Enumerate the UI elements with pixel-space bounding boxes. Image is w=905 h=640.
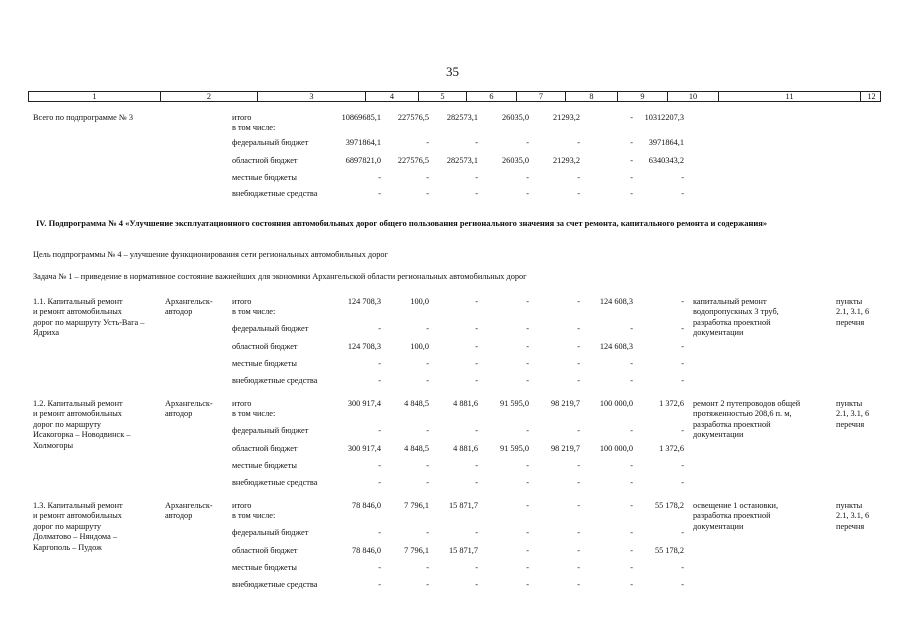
amount-cell: - (526, 138, 529, 147)
amount-cell: - (426, 528, 429, 537)
list-reference-line: пункты (836, 297, 863, 306)
executor-line: автодор (165, 307, 193, 317)
amount-cell: 10312207,3 (644, 113, 684, 122)
column-header-11: 11 (719, 92, 861, 101)
amount-cell: - (630, 173, 633, 182)
amount-cell: - (681, 580, 684, 589)
list-reference-line: пункты (836, 501, 863, 510)
expected-result-line: разработка проектной (693, 419, 771, 429)
budget-source-label-line: местные бюджеты (232, 359, 297, 368)
item-title-line: дорог по маршруту (33, 419, 102, 429)
budget-source-label-line: итого (232, 399, 252, 408)
amount-cell: - (526, 342, 529, 351)
amount-cell: 124 608,3 (599, 342, 633, 351)
amount-cell: - (630, 156, 633, 165)
expected-result-line: документации (693, 521, 744, 531)
budget-source-label-line: в том числе: (232, 123, 276, 133)
expected-result-line: разработка проектной (693, 511, 771, 521)
expected-result-line: капитальный ремонт (693, 297, 767, 306)
amount-cell: 15 871,7 (448, 546, 478, 555)
budget-source-label-line: федеральный бюджет (232, 324, 309, 333)
amount-cell: 124 708,3 (347, 297, 381, 306)
budget-source-label-line: областной бюджет (232, 342, 298, 351)
amount-cell: - (681, 297, 684, 306)
amount-cell: - (475, 563, 478, 572)
item-title-line: Каргополь – Пудож (33, 542, 102, 552)
item-title-line: Долматово – Няндома – (33, 532, 118, 542)
amount-cell: - (630, 359, 633, 368)
amount-cell: - (526, 297, 529, 306)
amount-cell: - (681, 376, 684, 385)
amount-cell: - (378, 580, 381, 589)
amount-cell: 124 708,3 (347, 342, 381, 351)
amount-cell: - (526, 359, 529, 368)
item-title-line: дорог по маршруту (33, 521, 102, 531)
list-reference-line: пункты (836, 399, 863, 408)
amount-cell: - (526, 528, 529, 537)
list-reference-line: перечня (836, 521, 865, 531)
item-title-line: дорог по маршруту Усть-Вага – (33, 317, 145, 327)
amount-cell: - (681, 342, 684, 351)
amount-cell: - (577, 138, 580, 147)
amount-cell: - (681, 528, 684, 537)
budget-source-label-line: итого (232, 501, 252, 510)
amount-cell: - (577, 324, 580, 333)
amount-cell: - (426, 324, 429, 333)
amount-cell: - (378, 324, 381, 333)
amount-cell: 3971864,1 (648, 138, 684, 147)
item-title-line: 1.3. Капитальный ремонт (33, 501, 123, 510)
amount-cell: 4 881,6 (453, 399, 478, 408)
budget-source-label-line: внебюджетные средства (232, 580, 318, 589)
amount-cell: 227576,5 (397, 113, 429, 122)
item-title-line: 1.1. Капитальный ремонт (33, 297, 123, 306)
budget-source-label-line: в том числе: (232, 409, 276, 419)
amount-cell: 6340343,2 (648, 156, 684, 165)
amount-cell: - (681, 426, 684, 435)
amount-cell: - (378, 376, 381, 385)
amount-cell: - (630, 138, 633, 147)
item-title-line: и ремонт автомобильных (33, 511, 122, 521)
column-header-4: 4 (366, 92, 419, 101)
amount-cell: 300 917,4 (347, 399, 381, 408)
amount-cell: - (475, 138, 478, 147)
expected-result-line: водопропускных 3 труб, (693, 307, 779, 317)
item-title-line: и ремонт автомобильных (33, 409, 122, 419)
amount-cell: 4 881,6 (453, 444, 478, 453)
amount-cell: - (577, 376, 580, 385)
amount-cell: 98 219,7 (550, 399, 580, 408)
expected-result-line: протяженностью 208,6 п. м, (693, 409, 792, 419)
expected-result-line: ремонт 2 путепроводов общей (693, 399, 801, 408)
amount-cell: - (630, 501, 633, 510)
budget-source-label-line: местные бюджеты (232, 173, 297, 182)
amount-cell: - (681, 324, 684, 333)
amount-cell: - (426, 580, 429, 589)
executor-line: Архангельск- (165, 297, 213, 306)
amount-cell: - (475, 528, 478, 537)
amount-cell: - (681, 173, 684, 182)
amount-cell: - (681, 478, 684, 487)
amount-cell: 124 608,3 (599, 297, 633, 306)
amount-cell: - (526, 189, 529, 198)
amount-cell: - (630, 189, 633, 198)
amount-cell: 10869685,1 (341, 113, 381, 122)
column-header-10: 10 (668, 92, 719, 101)
amount-cell: - (378, 461, 381, 470)
expected-result-line: документации (693, 328, 744, 338)
amount-cell: 55 178,2 (654, 501, 684, 510)
amount-cell: - (526, 501, 529, 510)
amount-cell: 227576,5 (397, 156, 429, 165)
expected-result-line: разработка проектной (693, 317, 771, 327)
amount-cell: - (426, 426, 429, 435)
list-reference-line: 2.1, 3.1, 6 (836, 307, 870, 317)
amount-cell: - (426, 359, 429, 368)
subtotal-label: Всего по подпрограмме № 3 (33, 113, 134, 122)
amount-cell: - (475, 324, 478, 333)
budget-source-label-line: федеральный бюджет (232, 426, 309, 435)
amount-cell: 1 372,6 (659, 444, 684, 453)
amount-cell: - (426, 478, 429, 487)
amount-cell: 91 595,0 (499, 399, 529, 408)
expected-result-line: освещение 1 остановки, (693, 501, 779, 510)
amount-cell: - (630, 528, 633, 537)
amount-cell: - (681, 359, 684, 368)
amount-cell: - (378, 478, 381, 487)
amount-cell: - (526, 324, 529, 333)
amount-cell: - (475, 173, 478, 182)
column-header-6: 6 (467, 92, 517, 101)
item-title-line: Ядриха (33, 328, 60, 338)
amount-cell: - (475, 426, 478, 435)
amount-cell: 4 848,5 (404, 444, 429, 453)
amount-cell: - (526, 478, 529, 487)
budget-source-label-line: внебюджетные средства (232, 376, 318, 385)
amount-cell: - (378, 563, 381, 572)
amount-cell: 282573,1 (446, 113, 478, 122)
amount-cell: - (378, 426, 381, 435)
executor-line: Архангельск- (165, 501, 213, 510)
amount-cell: - (681, 189, 684, 198)
list-reference-line: перечня (836, 419, 865, 429)
amount-cell: - (526, 376, 529, 385)
amount-cell: 1 372,6 (659, 399, 684, 408)
column-header-8: 8 (566, 92, 618, 101)
column-header-7: 7 (517, 92, 566, 101)
amount-cell: - (630, 478, 633, 487)
column-header-row (28, 91, 881, 102)
amount-cell: 100 000,0 (599, 399, 633, 408)
amount-cell: - (475, 376, 478, 385)
amount-cell: - (526, 546, 529, 555)
list-reference-line: 2.1, 3.1, 6 (836, 511, 870, 521)
item-title-line: 1.2. Капитальный ремонт (33, 399, 123, 408)
amount-cell: - (426, 563, 429, 572)
executor-line: Архангельск- (165, 399, 213, 408)
budget-source-label-line: местные бюджеты (232, 461, 297, 470)
amount-cell: 98 219,7 (550, 444, 580, 453)
amount-cell: - (577, 546, 580, 555)
amount-cell: - (630, 376, 633, 385)
subprogram-goal: Цель подпрограммы № 4 – улучшение функционирования сети региональных автомобильных дорог (33, 250, 388, 259)
amount-cell: 7 796,1 (404, 501, 429, 510)
page-number: 35 (446, 64, 459, 79)
amount-cell: - (577, 173, 580, 182)
amount-cell: - (577, 297, 580, 306)
amount-cell: - (630, 461, 633, 470)
budget-source-label-line: областной бюджет (232, 444, 298, 453)
amount-cell: 55 178,2 (654, 546, 684, 555)
amount-cell: - (577, 342, 580, 351)
amount-cell: - (426, 189, 429, 198)
task-title: Задача № 1 – приведение в нормативное состояние важнейших для экономики Архангельской области региональных автомобильных дорог (33, 272, 527, 281)
budget-source-label-line: внебюджетные средства (232, 189, 318, 198)
executor-line: автодор (165, 409, 193, 419)
amount-cell: - (426, 461, 429, 470)
section-title: IV. Подпрограмма № 4 «Улучшение эксплуатационного состояния автомобильных дорог общего пользования регионального значения за счет ремонта, капитального ремонта и содержания» (36, 218, 768, 228)
budget-source-label-line: областной бюджет (232, 546, 298, 555)
amount-cell: - (378, 173, 381, 182)
amount-cell: - (577, 359, 580, 368)
amount-cell: - (630, 426, 633, 435)
amount-cell: - (475, 297, 478, 306)
item-title-line: Исакогорка – Новодвинск – (33, 430, 131, 440)
amount-cell: - (475, 189, 478, 198)
amount-cell: - (577, 580, 580, 589)
amount-cell: - (526, 461, 529, 470)
amount-cell: - (577, 189, 580, 198)
amount-cell: 3971864,1 (345, 138, 381, 147)
amount-cell: 78 846,0 (351, 501, 381, 510)
amount-cell: 300 917,4 (347, 444, 381, 453)
budget-source-label-line: местные бюджеты (232, 563, 297, 572)
amount-cell: - (475, 359, 478, 368)
column-header-9: 9 (618, 92, 668, 101)
budget-source-label-line: внебюджетные средства (232, 478, 318, 487)
budget-source-label-line: в том числе: (232, 307, 276, 317)
amount-cell: - (577, 478, 580, 487)
amount-cell: 100,0 (410, 297, 429, 306)
amount-cell: - (475, 461, 478, 470)
amount-cell: - (526, 173, 529, 182)
item-title-line: и ремонт автомобильных (33, 307, 122, 317)
budget-source-label-line: федеральный бюджет (232, 138, 309, 147)
amount-cell: 91 595,0 (499, 444, 529, 453)
amount-cell: - (577, 426, 580, 435)
amount-cell: - (426, 376, 429, 385)
budget-source-label-line: федеральный бюджет (232, 528, 309, 537)
item-title-line: Холмогоры (33, 440, 74, 450)
amount-cell: - (526, 563, 529, 572)
amount-cell: 100,0 (410, 342, 429, 351)
executor-line: автодор (165, 511, 193, 521)
amount-cell: 282573,1 (446, 156, 478, 165)
amount-cell: - (630, 113, 633, 122)
budget-source-label-line: итого (232, 113, 252, 122)
amount-cell: - (577, 528, 580, 537)
amount-cell: 100 000,0 (599, 444, 633, 453)
amount-cell: 21293,2 (553, 156, 580, 165)
column-header-5: 5 (419, 92, 467, 101)
amount-cell: 26035,0 (502, 156, 529, 165)
amount-cell: - (475, 580, 478, 589)
amount-cell: 4 848,5 (404, 399, 429, 408)
amount-cell: 26035,0 (502, 113, 529, 122)
amount-cell: - (426, 173, 429, 182)
expected-result-line: документации (693, 430, 744, 440)
amount-cell: - (378, 528, 381, 537)
amount-cell: - (577, 501, 580, 510)
amount-cell: - (475, 342, 478, 351)
amount-cell: - (378, 189, 381, 198)
amount-cell: 78 846,0 (351, 546, 381, 555)
amount-cell: - (526, 580, 529, 589)
amount-cell: - (378, 359, 381, 368)
amount-cell: - (426, 138, 429, 147)
column-header-1: 1 (29, 92, 161, 101)
amount-cell: - (475, 478, 478, 487)
amount-cell: - (681, 461, 684, 470)
column-header-2: 2 (161, 92, 258, 101)
amount-cell: - (630, 563, 633, 572)
amount-cell: - (630, 580, 633, 589)
amount-cell: 7 796,1 (404, 546, 429, 555)
budget-source-label-line: областной бюджет (232, 156, 298, 165)
amount-cell: - (526, 426, 529, 435)
amount-cell: - (630, 324, 633, 333)
amount-cell: - (630, 546, 633, 555)
amount-cell: 21293,2 (553, 113, 580, 122)
amount-cell: 15 871,7 (448, 501, 478, 510)
amount-cell: - (577, 563, 580, 572)
amount-cell: - (577, 461, 580, 470)
list-reference-line: перечня (836, 317, 865, 327)
column-header-3: 3 (258, 92, 366, 101)
amount-cell: - (681, 563, 684, 572)
amount-cell: 6897821,0 (345, 156, 381, 165)
budget-source-label-line: итого (232, 297, 252, 306)
list-reference-line: 2.1, 3.1, 6 (836, 409, 870, 419)
column-header-12: 12 (867, 92, 876, 101)
budget-source-label-line: в том числе: (232, 511, 276, 521)
